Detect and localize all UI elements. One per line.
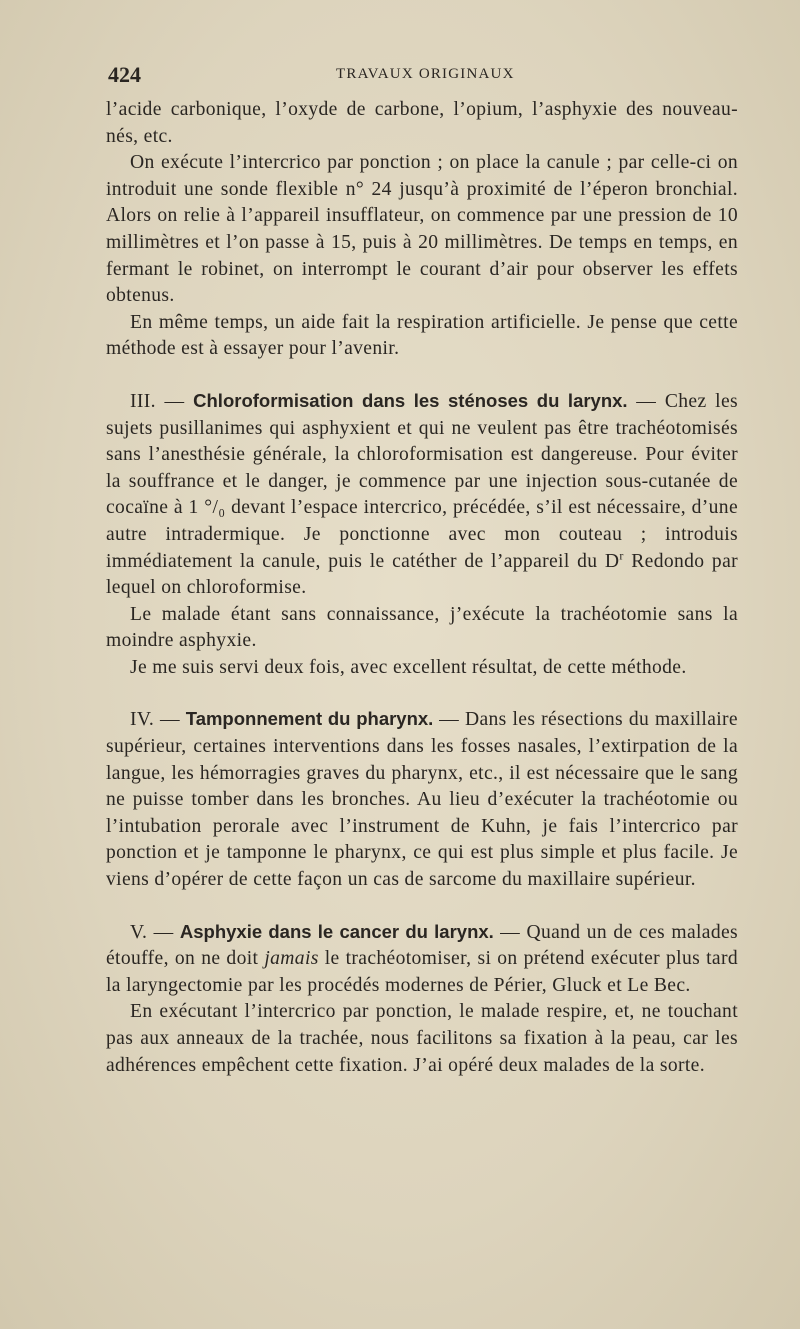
- section-heading: Tamponnement du pharynx.: [185, 708, 434, 730]
- paragraph: En exécutant l’intercrico par ponction, le malade respire, et, ne touchant pas aux anneaux de la trachée, nous facilitons sa fixation à la peau, car les adhérences empêchent cette fixation. J’ai opéré deux malades de la sorte.: [106, 1001, 738, 1076]
- section-text: Redondo par lequel on chloroformise.: [106, 550, 738, 599]
- section-iv: [106, 706, 738, 893]
- section-text: le trachéotomiser, si on prétend exécuter plus tard la laryngectomie par les procédés modernes de Périer, Gluck et Le Bec.: [106, 948, 738, 996]
- heading-dash: —: [154, 709, 186, 731]
- running-title: TRAVAUX ORIGINAUX: [336, 66, 515, 82]
- heading-dash: —: [147, 921, 180, 943]
- article-body: [106, 97, 738, 1079]
- heading-dash: —: [155, 390, 194, 412]
- page-header: [0, 62, 800, 90]
- paragraph-procedure: On exécute l’intercrico par ponction ; on place la canule ; par celle-ci on introduit une sonde flexible n° 24 jusqu’à proximité de l’éperon bronchial. Alors on relie à l’appareil insufflateur, on commence par une pression de 10 millimètres et l’on passe à 15, puis à 20 millimètres. De temps en temps, en fermant le robinet, on interrompt le courant d’air pour observer les effets obtenus.: [106, 152, 738, 307]
- section-iii-intro: [106, 388, 738, 602]
- section-text: — Dans les résections du maxillaire supérieur, certaines interventions dans les fosses nasales, l’extirpation de la langue, les hémorragies graves du pharynx, etc., il est nécessaire que le sang ne puisse tomber dans les bronches. Au lieu d’exécuter la trachéotomie ou l’intubation perorale avec l’instrument de Kuhn, je fais l’intercrico par ponction et je tamponne le pharynx, ce qui est plus simple et plus facile. Je viens d’opérer de cette façon un cas de sarcome du maxillaire supérieur.: [106, 709, 738, 891]
- section-number: V.: [130, 921, 148, 943]
- paragraph: Le malade étant sans connaissance, j’exécute la trachéotomie sans la moindre asphyxie.: [106, 603, 738, 652]
- emphasis: jamais: [264, 948, 319, 970]
- section-text: — Chez les sujets pusillanimes qui asphyxient et qui ne veulent pas être trachéotomisés sans l’anesthésie générale, la chloroformisation est dangereuse. Pour éviter la souffrance et le danger, je commence par une injection sous-cutanée de cocaïne à 1 °/₀ devant l’espace intercrico, précédée, s’il est nécessaire, d’une autre intradermique. Je ponctionne avec mon couteau ; introduis immédiatement la canule, puis le catéther de l’appareil du D: [106, 390, 738, 572]
- superscript: r: [619, 547, 624, 562]
- paragraph-artificial-respiration: En même temps, un aide fait la respiration artificielle. Je pense que cette méthode est à essayer pour l’avenir.: [106, 311, 738, 360]
- section-v: [106, 919, 738, 1080]
- section-iv-intro: [106, 706, 738, 893]
- page-number: 424: [108, 62, 141, 87]
- section-text: — Quand un de ces malades étouffe, on ne doit: [106, 921, 738, 970]
- section-heading: Asphyxie dans le cancer du larynx.: [179, 920, 494, 942]
- section-heading: Chloroformisation dans les sténoses du larynx.: [193, 389, 628, 411]
- section-v-intro: [106, 919, 738, 1000]
- section-iii: [106, 388, 738, 682]
- section-number: IV.: [130, 709, 155, 731]
- paragraph: Je me suis servi deux fois, avec excellent résultat, de cette méthode.: [130, 656, 687, 678]
- paragraph-continued: l’acide carbonique, l’oxyde de carbone, l’opium, l’asphyxie des nouveau-nés, etc.: [106, 99, 738, 147]
- section-number: III.: [130, 390, 156, 412]
